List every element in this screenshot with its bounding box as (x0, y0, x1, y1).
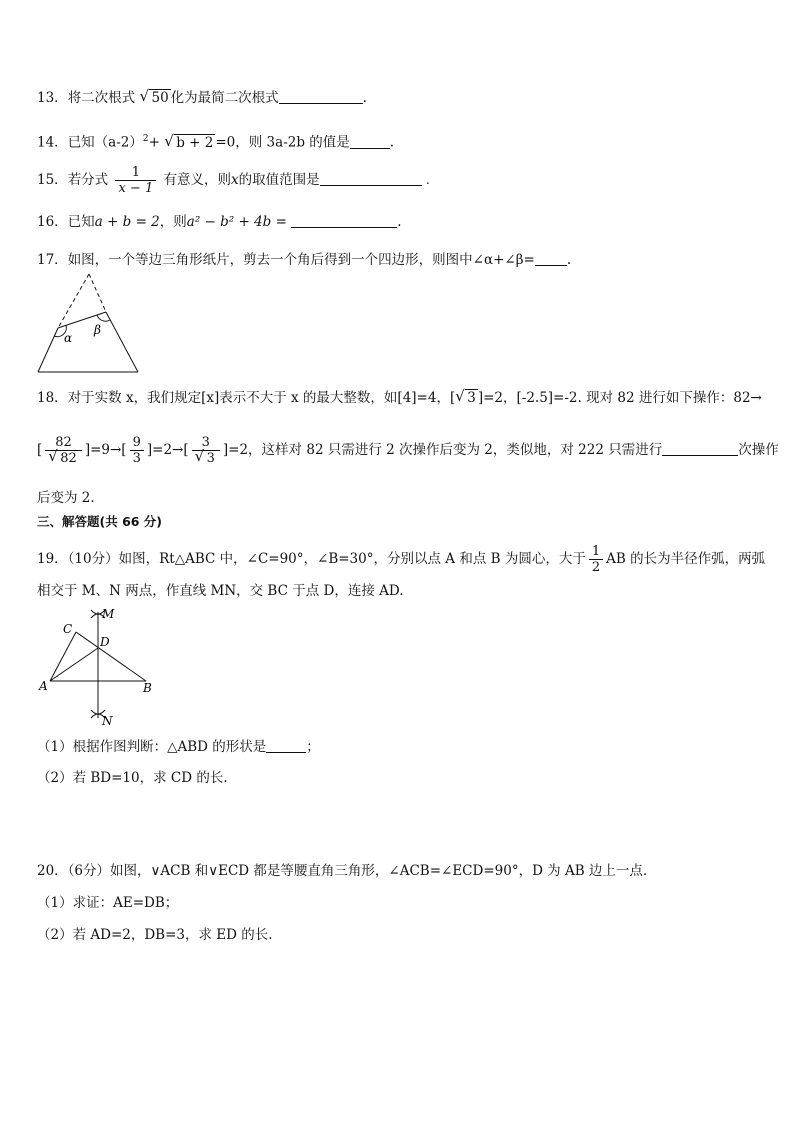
q18-step3: ]=2，这样对 82 只需进行 2 次操作后变为 2，类似地，对 222 只需进行 (222, 442, 663, 458)
q19-frac-den: 2 (589, 559, 603, 575)
q15-var: x (231, 172, 239, 188)
q17-beta-label: β (94, 323, 101, 337)
q20-text: 如图，∨ACB 和∨ECD 都是等腰直角三角形，∠ACB=∠ECD=90°，D 为 AB 边上一点. (110, 863, 648, 879)
q18-step1: ]=9→[ (84, 442, 127, 458)
q19-label-m: M (102, 607, 115, 621)
q13-radicand: 50 (151, 90, 169, 106)
q20-number: 20． (37, 863, 68, 879)
q17-alpha-label: α (64, 331, 73, 345)
q18-f1-den: 82 (60, 451, 77, 466)
q16-text-a: 已知 (67, 214, 95, 230)
q19-label-d: D (100, 635, 110, 649)
q18-frac3: 3 √ 3 (192, 435, 220, 466)
q18-f2-den: 3 (130, 450, 144, 466)
q20-part2: （2）若 AD=2，DB=3，求 ED 的长. (37, 927, 273, 943)
q16-text-b: ，则 (159, 214, 187, 230)
q13-text-a: 将二次根式 (67, 90, 136, 106)
q17-number: 17． (37, 252, 68, 268)
q17-triangle-figure (34, 272, 144, 376)
question-20-part-2 (37, 925, 273, 945)
q18-step2: ]=2→[ (146, 442, 189, 458)
question-18-line-3 (37, 488, 95, 508)
q19-fraction (589, 544, 603, 575)
q18-f3-num: 3 (201, 435, 210, 450)
q14-radicand: b + 2 (176, 134, 214, 151)
q14-plus: + (148, 134, 160, 151)
q13-answer-blank[interactable] (279, 89, 363, 104)
q18-f1-num: 82 (55, 435, 72, 450)
q15-text-c: 的取值范围是 (238, 172, 320, 188)
q18-line3: 后变为 2. (37, 490, 95, 506)
q19-segment-ad (50, 648, 98, 681)
q19-number: 19． (37, 551, 68, 567)
q14-number: 14． (37, 134, 68, 151)
q19-label-c: C (63, 622, 73, 636)
question-18-line-2: [ 82 √ 82 ]=9→[ $\frac{9}{3}$ ]=2→[ 3 √ 3 ]=2，这样对 82 只需进行 2 次操作后变为 2，类似地，对 222 只需进行 次操作 (37, 435, 779, 466)
q17-dashed-left (58, 274, 89, 328)
q19-side-ac (50, 632, 76, 681)
q19-figure (36, 606, 160, 730)
question-16 (37, 212, 402, 232)
q16-eq1: a + b = 2 (94, 214, 160, 230)
q18-tail: 次操作 (738, 442, 779, 458)
question-15 (37, 163, 430, 197)
q19-answer-blank[interactable] (266, 738, 306, 753)
q13-text-b: 化为最简二次根式 (170, 90, 279, 106)
q14-radical: √ b + 2 (164, 131, 214, 151)
q17-answer-blank[interactable] (535, 251, 567, 266)
q18-rad1-value: 3 (467, 390, 476, 406)
q19-text-b: AB 的长为半径作弧，两弧 (606, 551, 766, 567)
q20-score: （6分） (67, 863, 111, 879)
q15-text-a: 若分式 (67, 172, 109, 188)
q18-number: 18． (37, 390, 68, 406)
q18-line1: 对于实数 x，我们规定[x]表示不大于 x 的最大整数，如[4]=4，[ (67, 390, 456, 406)
q15-frac-num: 1 (131, 165, 140, 180)
q18-f2-num: 9 (132, 435, 141, 450)
q17-end: . (566, 252, 572, 268)
question-18-line-1 (37, 388, 762, 408)
section-3-heading: 三、解答题(共 66 分) (37, 514, 163, 529)
q18-frac1: 82 √ 82 (45, 435, 82, 466)
question-19-line-2 (37, 581, 404, 601)
q15-fraction (115, 165, 156, 196)
q18-answer-blank[interactable] (662, 441, 738, 456)
q19-label-a: A (39, 679, 48, 693)
q19-label-n: N (102, 714, 113, 728)
q14-text-a: 已知（a-2） (67, 134, 143, 151)
q15-answer-blank[interactable] (320, 171, 422, 186)
q19-part2: （2）若 BD=10，求 CD 的长. (37, 770, 228, 786)
q15-end: . (425, 173, 430, 187)
q13-end: . (362, 90, 367, 106)
q19-frac-num: 1 (591, 544, 601, 559)
q19-score: （10分） (67, 551, 119, 567)
q15-number: 15． (37, 172, 68, 188)
q17-left-side (38, 328, 58, 372)
q16-number: 16． (37, 214, 68, 230)
q14-text-b: =0，则 3a-2b 的值是 (215, 134, 350, 151)
q15-text-b: 有意义，则 (163, 172, 232, 188)
question-20-part-1 (37, 893, 178, 913)
q14-answer-blank[interactable] (350, 134, 390, 149)
question-14 (37, 129, 394, 153)
q14-exponent: 2 (142, 134, 149, 144)
q17-right-side (106, 312, 138, 372)
q20-part1: （1）求证：AE=DB； (37, 895, 179, 911)
q18-line1b: ]=2，[-2.5]=-2. 现对 82 进行如下操作：82→ (477, 390, 762, 406)
question-13 (37, 88, 367, 108)
q13-number: 13． (37, 90, 68, 106)
q14-end: . (389, 134, 395, 151)
q18-rad1: √ 3 (455, 387, 476, 406)
q15-frac-den: x − 1 (115, 180, 156, 196)
q16-answer-blank[interactable] (291, 213, 397, 228)
q16-end: . (397, 214, 402, 230)
q17-dashed-right (89, 274, 106, 312)
question-19-part-2 (37, 768, 228, 788)
question-19-line-1 (37, 542, 765, 576)
q19-line2: 相交于 M、N 两点，作直线 MN，交 BC 于点 D，连接 AD. (37, 583, 404, 599)
q16-eq2: a² − b² + 4b = (186, 214, 287, 230)
q13-radical: √ 50 (139, 87, 169, 106)
q18-f3-den: 3 (206, 451, 215, 466)
q19-part1: （1）根据作图判断：△ABD 的形状是 (37, 739, 267, 755)
q19-part1-end: ； (306, 739, 320, 755)
question-19-part-1 (37, 737, 320, 757)
q19-text-a: 如图，Rt△ABC 中，∠C=90°，∠B=30°，分别以点 A 和点 B 为圆心，大于 (118, 551, 586, 567)
q18-frac2 (130, 435, 144, 466)
question-17 (37, 250, 571, 270)
q17-text: 如图，一个等边三角形纸片，剪去一个角后得到一个四边形，则图中∠α+∠β= (67, 252, 535, 268)
question-20 (37, 861, 647, 881)
q19-label-b: B (143, 681, 152, 695)
